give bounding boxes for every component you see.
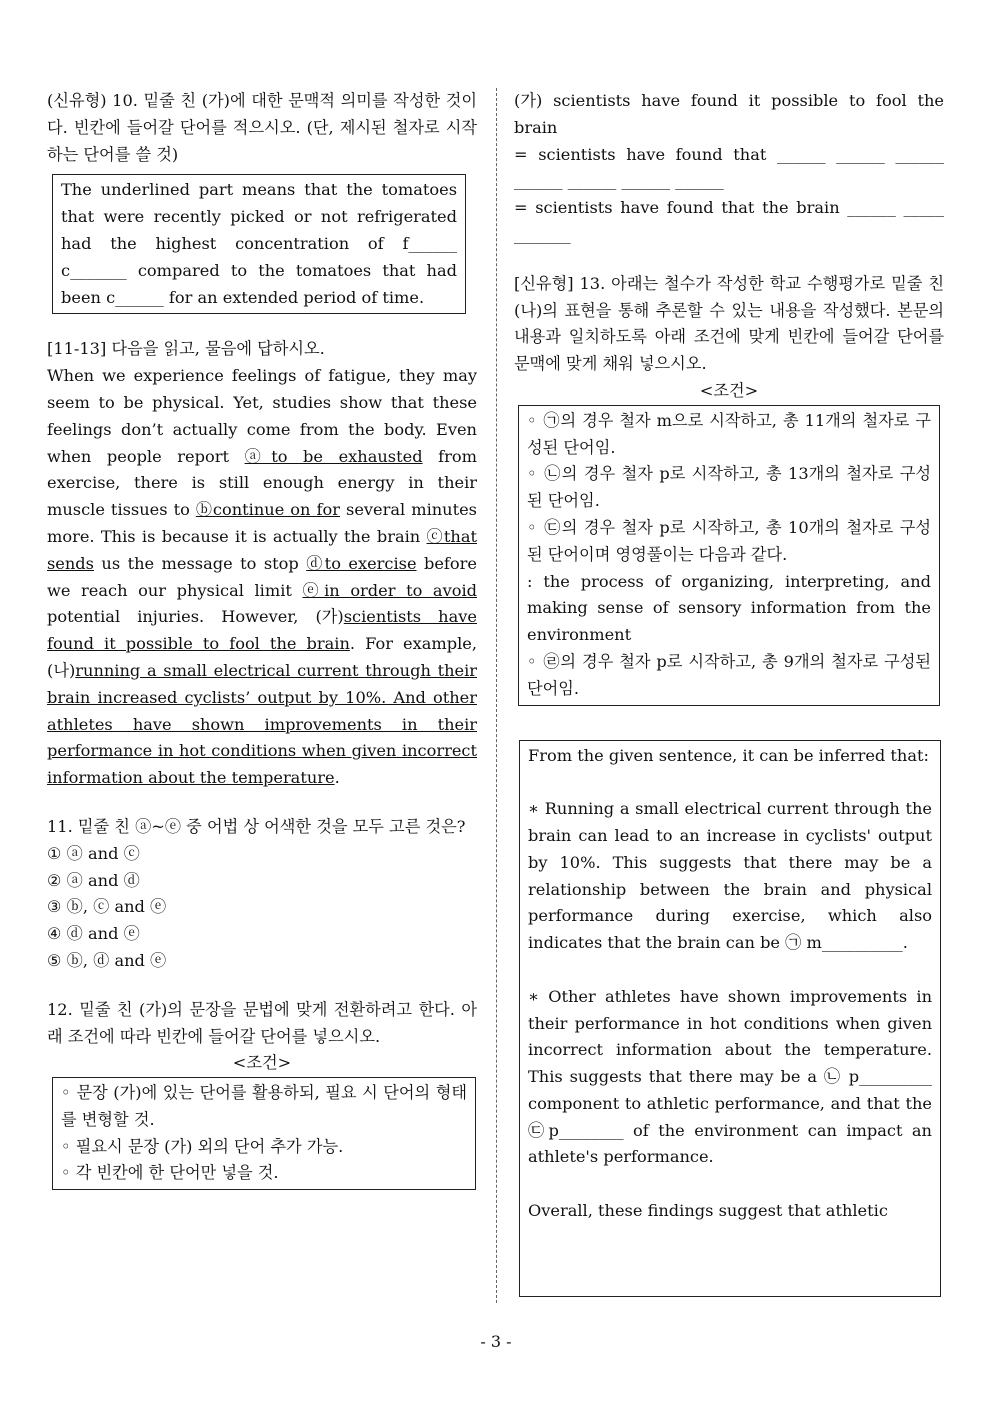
passage-text: potential injuries. However, (가) — [47, 607, 344, 627]
q10-box-text: The underlined part means that the tomatoes that were recently picked or not refrigerated had the highest concentration of f______ c_______ compared to the tomatoes that had been c______ for an extended period of time. — [61, 180, 457, 307]
q13-condition: ◦ ㉠의 경우 철자 m으로 시작하고, 총 11개의 철자로 구성된 단어임. — [527, 410, 931, 457]
passage-text: . For example, (나) — [47, 634, 477, 680]
q13-definition: : the process of organizing, interpreting, and making sense of sensory information from the environment — [527, 571, 931, 645]
essay-paragraph-1: ∗ Running a small electrical current through the brain can lead to an increase in cyclists' output by 10%. This suggests that there may be a relationship between the brain and physical performance during exercise, which also indicates that the brain can be ㉠ m__________. — [528, 799, 932, 953]
passage-text: before we reach our physical limit — [47, 553, 477, 600]
q13-essay-box — [519, 740, 941, 1297]
q13-condition-label: <조건> — [699, 380, 759, 400]
q12-condition: ◦ 필요시 문장 (가) 외의 단어 추가 가능. — [61, 1136, 344, 1156]
underline-d: ⓓto exercise — [306, 553, 417, 573]
essay-paragraph-3: Overall, these findings suggest that athletic — [528, 1201, 888, 1221]
q12-condition-box — [52, 1077, 476, 1190]
underline-ga: scientists have found it possible to fool the brain — [47, 607, 477, 654]
passage-body — [47, 363, 477, 792]
passage-text: from exercise, there is still enough energy in their muscle tissues to — [47, 446, 477, 520]
column-divider — [496, 88, 497, 1303]
q12-line3: = scientists have found that the brain ______ _____ _______ — [514, 198, 944, 244]
underline-na: running a small electrical current through their brain increased cyclists’ output by 10%. And other athletes have shown improvements in their performance in hot conditions when given incorrect information about the temperature — [47, 660, 477, 788]
q12-condition: ◦ 각 빈칸에 한 단어만 넣을 것. — [61, 1163, 279, 1183]
passage-text: several minutes more. This is because it is actually the brain — [47, 500, 477, 546]
q11-header: 11. 밑줄 친 ⓐ~ⓔ 중 어법 상 어색한 것을 모두 고른 것은? — [47, 816, 466, 836]
passage-text: us the message to stop — [93, 553, 307, 573]
q11-option[interactable]: ⑤ ⓑ, ⓓ and ⓔ — [47, 950, 167, 970]
underline-b: ⓑcontinue on for — [195, 500, 340, 520]
q13-header: [신유형] 13. 아래는 철수가 작성한 학교 수행평가로 밑줄 친 (나)의 표현을 통해 추론할 수 있는 내용을 작성했다. 본문의 내용과 일치하도록 아래 조건에 맞게 빈칸에 들어갈 단어를 문맥에 맞게 채워 넣으시오. — [514, 273, 944, 374]
q12-header: 12. 밑줄 친 (가)의 문장을 문법에 맞게 전환하려고 한다. 아래 조건에 따라 빈칸에 들어갈 단어를 넣으시오. — [47, 999, 477, 1046]
q11-option[interactable]: ① ⓐ and ⓒ — [47, 843, 140, 863]
essay-intro: From the given sentence, it can be inferred that: — [528, 745, 929, 765]
passage-text: . — [334, 768, 340, 788]
q13-condition: ◦ ㉢의 경우 철자 p로 시작하고, 총 10개의 철자로 구성된 단어이며 영영풀이는 다음과 같다. — [527, 517, 931, 564]
q12-condition: ◦ 문장 (가)에 있는 단어를 활용하되, 필요 시 단어의 형태를 변형할 것. — [61, 1083, 467, 1129]
left-column — [47, 88, 477, 1190]
q10-header: (신유형) 10. 밑줄 친 (가)에 대한 문맥적 의미를 작성한 것이다. 빈칸에 들어갈 단어를 적으시오. (단, 제시된 철자로 시작하는 단어를 쓸 것) — [47, 91, 477, 164]
q11-options — [47, 841, 477, 975]
underline-a: ⓐto be exhausted — [244, 446, 423, 466]
right-column — [514, 88, 944, 1297]
q12-line1: (가) scientists have found it possible to fool the brain — [514, 91, 944, 137]
passage-intro: [11-13] 다음을 읽고, 물음에 답하시오. — [47, 339, 325, 359]
underline-e: ⓔin order to avoid — [302, 580, 477, 600]
q11-option[interactable]: ③ ⓑ, ⓒ and ⓔ — [47, 897, 167, 917]
underline-c: ⓒthat sends — [47, 526, 478, 573]
q11-option[interactable]: ② ⓐ and ⓓ — [47, 870, 140, 890]
passage-text: When we experience feelings of fatigue, they may seem to be physical. Yet, studies show that these feelings don’t actually come from the body. Even when people report — [47, 366, 477, 466]
q11-option[interactable]: ④ ⓓ and ⓔ — [47, 924, 140, 944]
q13-condition-box — [518, 405, 940, 706]
q13-condition: ◦ ㉣의 경우 철자 p로 시작하고, 총 9개의 철자로 구성된 단어임. — [527, 651, 931, 698]
q12-condition-label: <조건> — [232, 1053, 292, 1073]
essay-paragraph-2: ∗ Other athletes have shown improvements in their performance in hot conditions when given incorrect information about the temperature. This suggests that there may be a ㉡ p_________ component to athletic performance, and that the ㉢p________ of the environment can impact an athlete's performance. — [528, 986, 932, 1167]
q10-answer-box — [52, 174, 466, 314]
q13-condition: ◦ ㉡의 경우 철자 p로 시작하고, 총 13개의 철자로 구성된 단어임. — [527, 464, 931, 511]
q12-line2: = scientists have found that ______ ______ ______ ______ ______ ______ ______ — [514, 144, 944, 191]
page-number: - 3 - — [480, 1332, 512, 1351]
